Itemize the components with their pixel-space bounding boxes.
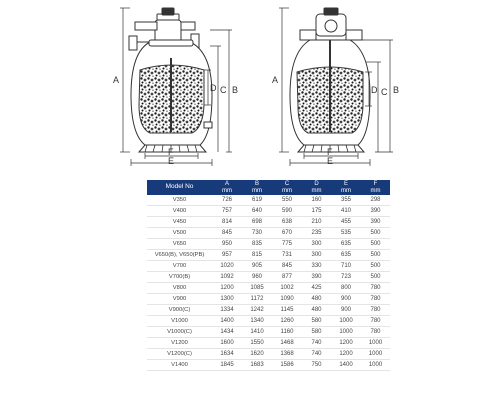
value-cell: 1020 [212, 261, 242, 272]
technical-drawings [0, 0, 500, 170]
model-cell: V650(B), V650(PB) [147, 250, 212, 261]
value-cell: 723 [331, 272, 361, 283]
right-dim-c-label: C [381, 87, 388, 97]
value-cell: 1090 [272, 294, 302, 305]
value-cell: 355 [331, 195, 361, 206]
table-row [147, 217, 390, 228]
value-cell: 877 [272, 272, 302, 283]
value-cell: 480 [302, 305, 331, 316]
value-cell: 1586 [272, 360, 302, 371]
value-cell: 814 [212, 217, 242, 228]
value-cell: 1410 [242, 327, 272, 338]
value-cell: 1085 [242, 283, 272, 294]
value-cell: 1160 [272, 327, 302, 338]
table-body [147, 195, 390, 371]
value-cell: 1300 [212, 294, 242, 305]
column-header-6 [361, 180, 390, 195]
value-cell: 750 [302, 360, 331, 371]
table-row [147, 228, 390, 239]
value-cell: 500 [361, 250, 390, 261]
left-dim-a-label: A [113, 75, 120, 85]
value-cell: 900 [331, 294, 361, 305]
value-cell: 710 [331, 261, 361, 272]
value-cell: 670 [272, 228, 302, 239]
value-cell: 455 [331, 217, 361, 228]
value-cell: 480 [302, 294, 331, 305]
model-cell: V1000 [147, 316, 212, 327]
value-cell: 1368 [272, 349, 302, 360]
value-cell: 1172 [242, 294, 272, 305]
column-header-label: Model No [165, 183, 194, 191]
value-cell: 950 [212, 239, 242, 250]
value-cell: 390 [361, 206, 390, 217]
model-cell: V800 [147, 283, 212, 294]
value-cell: 1340 [242, 316, 272, 327]
value-cell: 957 [212, 250, 242, 261]
right-valve-head [300, 8, 362, 40]
value-cell: 835 [242, 239, 272, 250]
value-cell: 780 [361, 327, 390, 338]
right-dim-a-label: A [272, 75, 279, 85]
column-header-unit: mm [282, 187, 292, 194]
value-cell: 1468 [272, 338, 302, 349]
right-dim-d-label: D [371, 85, 378, 95]
value-cell: 298 [361, 195, 390, 206]
model-cell: V500 [147, 228, 212, 239]
value-cell: 780 [361, 283, 390, 294]
table-row [147, 360, 390, 371]
value-cell: 1242 [242, 305, 272, 316]
value-cell: 1620 [242, 349, 272, 360]
left-dim-d-label: D [210, 83, 217, 93]
column-header-label: E [343, 181, 348, 188]
value-cell: 1400 [212, 316, 242, 327]
value-cell: 780 [361, 316, 390, 327]
table-row [147, 327, 390, 338]
value-cell: 800 [331, 283, 361, 294]
column-header-label: B [254, 181, 259, 188]
value-cell: 235 [302, 228, 331, 239]
table-row [147, 250, 390, 261]
value-cell: 1145 [272, 305, 302, 316]
model-cell: V400 [147, 206, 212, 217]
value-cell: 390 [302, 272, 331, 283]
value-cell: 638 [272, 217, 302, 228]
value-cell: 698 [242, 217, 272, 228]
value-cell: 1200 [331, 338, 361, 349]
value-cell: 900 [331, 305, 361, 316]
column-header-1 [212, 180, 242, 195]
value-cell: 1002 [272, 283, 302, 294]
value-cell: 1200 [331, 349, 361, 360]
value-cell: 757 [212, 206, 242, 217]
value-cell: 815 [242, 250, 272, 261]
value-cell: 1000 [331, 316, 361, 327]
value-cell: 1000 [361, 349, 390, 360]
model-cell: V450 [147, 217, 212, 228]
value-cell: 635 [331, 250, 361, 261]
value-cell: 845 [272, 261, 302, 272]
table-row [147, 283, 390, 294]
value-cell: 1000 [361, 360, 390, 371]
value-cell: 635 [331, 239, 361, 250]
value-cell: 780 [361, 305, 390, 316]
value-cell: 425 [302, 283, 331, 294]
value-cell: 175 [302, 206, 331, 217]
value-cell: 410 [331, 206, 361, 217]
value-cell: 160 [302, 195, 331, 206]
value-cell: 726 [212, 195, 242, 206]
left-dim-f-label: F [168, 147, 174, 157]
model-cell: V350 [147, 195, 212, 206]
column-header-2 [242, 180, 272, 195]
value-cell: 1600 [212, 338, 242, 349]
table-row [147, 261, 390, 272]
value-cell: 780 [361, 294, 390, 305]
value-cell: 330 [302, 261, 331, 272]
column-header-3 [272, 180, 302, 195]
value-cell: 500 [361, 228, 390, 239]
table-row [147, 338, 390, 349]
value-cell: 390 [361, 217, 390, 228]
value-cell: 580 [302, 327, 331, 338]
value-cell: 730 [242, 228, 272, 239]
value-cell: 1092 [212, 272, 242, 283]
right-dim-e-label: E [327, 156, 334, 166]
model-cell: V900(C) [147, 305, 212, 316]
column-header-unit: mm [370, 187, 381, 194]
value-cell: 580 [302, 316, 331, 327]
column-header-5 [331, 180, 361, 195]
model-cell: V650 [147, 239, 212, 250]
column-header-unit: mm [222, 187, 232, 194]
value-cell: 1000 [361, 338, 390, 349]
value-cell: 1683 [242, 360, 272, 371]
model-cell: V700 [147, 261, 212, 272]
value-cell: 1334 [212, 305, 242, 316]
value-cell: 300 [302, 250, 331, 261]
left-dim-c-label: C [220, 85, 227, 95]
right-dim-b-label: B [393, 85, 400, 95]
table-row [147, 305, 390, 316]
column-header-label: C [284, 181, 290, 188]
value-cell: 619 [242, 195, 272, 206]
left-dim-b-label: B [232, 85, 239, 95]
table-row [147, 195, 390, 206]
filter-drawings-svg [0, 0, 500, 170]
value-cell: 300 [302, 239, 331, 250]
column-header-label: F [373, 181, 378, 188]
value-cell: 535 [331, 228, 361, 239]
model-cell: V900 [147, 294, 212, 305]
value-cell: 590 [272, 206, 302, 217]
value-cell: 500 [361, 272, 390, 283]
table-header-row [147, 180, 390, 195]
value-cell: 1845 [212, 360, 242, 371]
column-header-label: D [314, 181, 319, 188]
model-cell: V1000(C) [147, 327, 212, 338]
column-header-label: A [224, 181, 229, 188]
model-cell: V1400 [147, 360, 212, 371]
value-cell: 1550 [242, 338, 272, 349]
model-cell: V700(B) [147, 272, 212, 283]
value-cell: 775 [272, 239, 302, 250]
value-cell: 905 [242, 261, 272, 272]
column-header-4 [302, 180, 331, 195]
model-cell: V1200(C) [147, 349, 212, 360]
value-cell: 500 [361, 239, 390, 250]
table-row [147, 239, 390, 250]
value-cell: 1400 [331, 360, 361, 371]
table-row [147, 316, 390, 327]
value-cell: 960 [242, 272, 272, 283]
column-header-unit: mm [252, 187, 262, 194]
table-row [147, 206, 390, 217]
value-cell: 1634 [212, 349, 242, 360]
value-cell: 1000 [331, 327, 361, 338]
left-dim-e-label: E [168, 156, 175, 166]
model-cell: V1200 [147, 338, 212, 349]
dimensions-table [147, 180, 390, 371]
value-cell: 1260 [272, 316, 302, 327]
value-cell: 740 [302, 349, 331, 360]
table-row [147, 349, 390, 360]
value-cell: 210 [302, 217, 331, 228]
value-cell: 1200 [212, 283, 242, 294]
value-cell: 640 [242, 206, 272, 217]
value-cell: 731 [272, 250, 302, 261]
table-header [147, 180, 390, 195]
value-cell: 500 [361, 261, 390, 272]
value-cell: 550 [272, 195, 302, 206]
column-header-unit: mm [341, 187, 351, 194]
right-dim-f-label: F [327, 147, 333, 157]
value-cell: 1434 [212, 327, 242, 338]
table-row [147, 272, 390, 283]
value-cell: 740 [302, 338, 331, 349]
column-header-model [147, 180, 212, 195]
value-cell: 845 [212, 228, 242, 239]
table-row [147, 294, 390, 305]
column-header-unit: mm [311, 187, 322, 194]
